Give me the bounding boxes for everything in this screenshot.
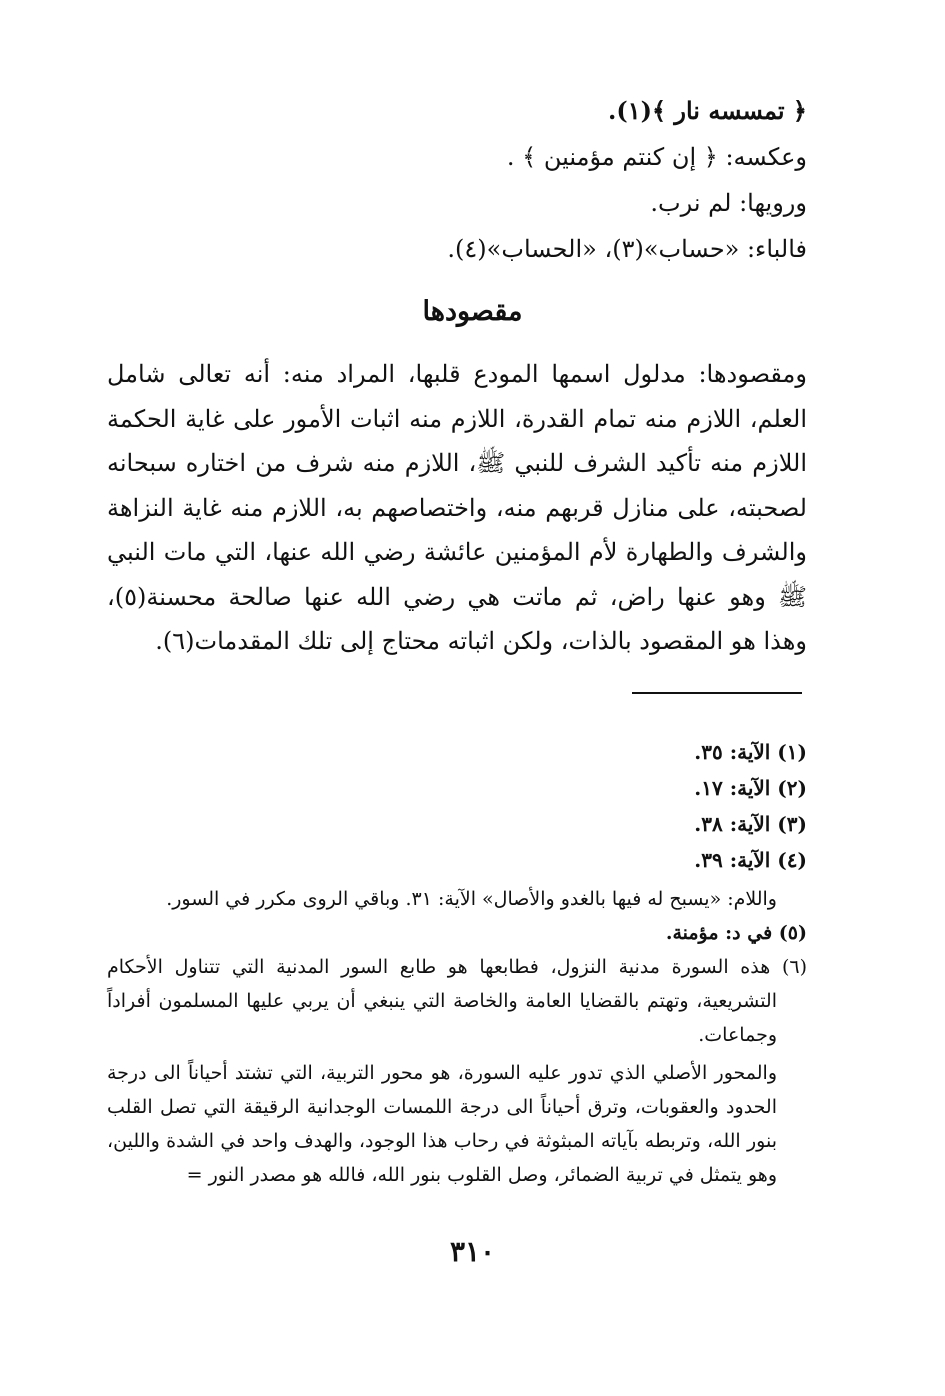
verse-line-4: فالباء: «حساب»(٣)، «الحساب»(٤).: [447, 235, 807, 263]
footnote-separator: [632, 692, 802, 694]
footnote-6-continued: والمحور الأصلي الذي تدور عليه السورة، هو محور التربية، التي تشتد أحياناً الى درجة الحدود والعقوبات، وترق أحياناً الى درجة اللمسات الوجدانية الرقيقة التي تصل القلب بنور الله، وتربطه بآياته المبثوثة في رحاب هذا الوجود، والهدف واحد في الشدة واللين، وهو يتمثل في تربية الضمائر، وصل القلوب بنور الله، فالله هو مصدر النور =: [107, 1062, 777, 1186]
footnote-2: (٢) الآية: ١٧.: [694, 776, 807, 800]
main-paragraph: ومقصودها: مدلول اسمها المودع قلبها، المراد منه: أنه تعالى شامل العلم، اللازم منه تمام القدرة، اللازم منه اثبات الأمور على غاية الحكمة اللازم منه تأكيد الشرف للنبي ﷺ، اللازم منه شرف من اختاره سبحانه لصحبته، على منازل قربهم منه، واختصاصهم به، اللازم منه غاية النزاهة والشرف والطهارة لأم المؤمنين عائشة رضي الله عنها، التي مات النبي ﷺ وهو عنها راض، ثم ماتت هي رضي الله عنها صالحة محسنة(٥)، وهذا هو المقصود بالذات، ولكن اثباته محتاج إلى تلك المقدمات(٦).: [107, 360, 807, 655]
footnote-1: (١) الآية: ٣٥.: [694, 740, 807, 764]
footnote-3: (٣) الآية: ٣٨.: [694, 812, 807, 836]
verse-rhyme-lines: [107, 88, 807, 272]
footnote-4: (٤) الآية: ٣٩.: [694, 848, 807, 872]
verse-line-1: ﴿ تمسسه نار ﴾(١).: [608, 96, 807, 125]
verse-line-2: وعكسه: ﴿ إن كنتم مؤمنين ﴾ .: [506, 143, 807, 171]
page-number: ٣١٠: [449, 1235, 496, 1268]
footnotes-short: [107, 734, 807, 878]
verse-line-3: ورويها: لم نرب.: [650, 189, 807, 217]
footnote-4-lam: واللام: «يسبح له فيها بالغدو والأصال» الآية: ٣١. وباقي الروى مكرر في السور.: [166, 888, 777, 910]
main-paragraph-block: [107, 352, 807, 664]
footnotes-long: [107, 878, 807, 1192]
section-heading: مقصودها: [422, 296, 523, 327]
footnote-5: (٥) في د: مؤمنة.: [665, 922, 807, 944]
footnote-6: (٦) هذه السورة مدنية النزول، فطابعها هو طابع السور المدنية التي تتناول الأحكام التشريعية، وتهتم بالقضايا العامة والخاصة التي ينبغي أن يربي عليها المسلمون أفراداً وجماعات.: [107, 956, 807, 1046]
